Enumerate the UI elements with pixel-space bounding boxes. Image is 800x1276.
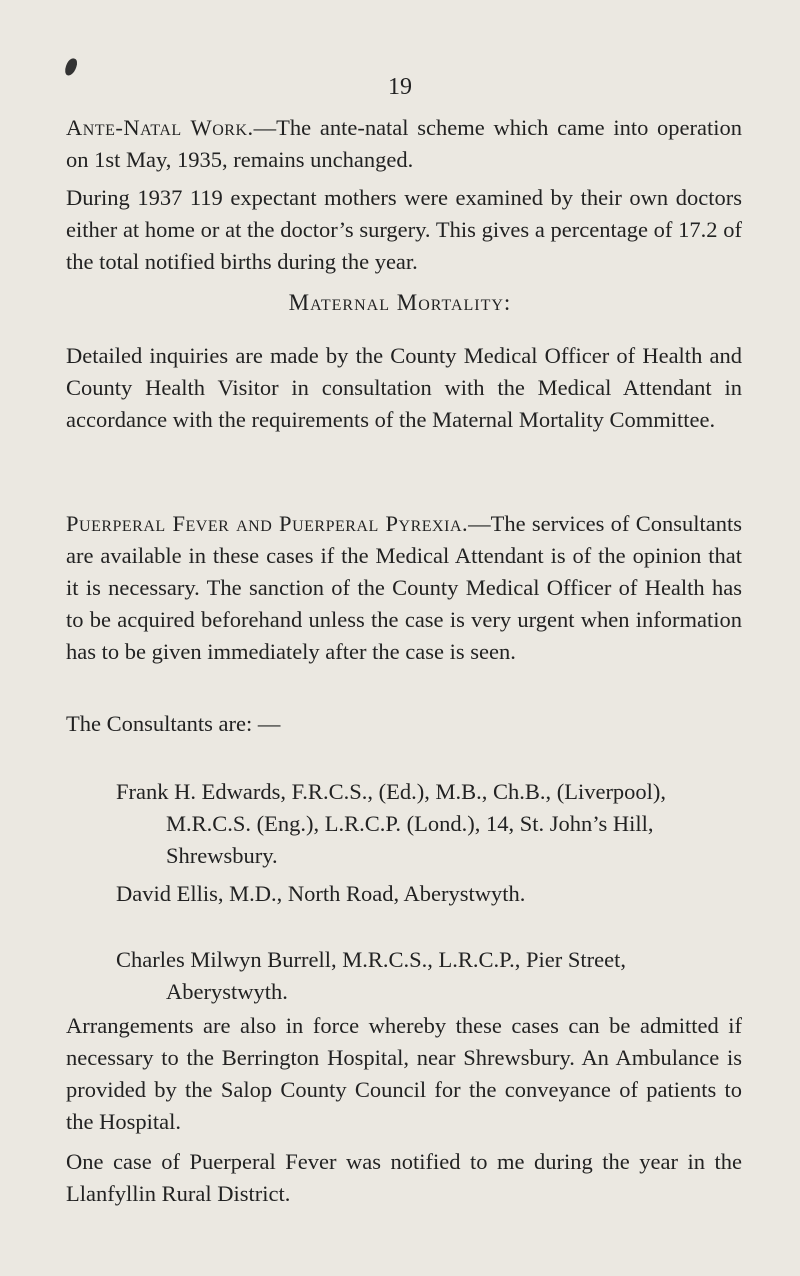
ante-natal-text: —The ante-natal scheme which came into operation on 1st May, 1935, remains unchanged. bbox=[66, 115, 743, 172]
puerperal-fever-heading: Puerperal Fever and Puerperal Pyrexia. bbox=[66, 511, 469, 536]
page-number: 19 bbox=[388, 74, 412, 100]
ante-natal-paragraph bbox=[66, 112, 742, 176]
consultant-entry: Frank H. Edwards, F.R.C.S., (Ed.), M.B., Ch.B., (Liverpool), M.R.C.S. (Eng.), L.R.C.P. (Lond.), 14, St. John’s Hill, Shrewsbury. bbox=[116, 779, 667, 868]
maternal-mortality-heading: Maternal Mortality: bbox=[288, 290, 512, 315]
inquiries-paragraph: Detailed inquiries are made by the County Medical Officer of Health and County Health Visitor in consultation with the Medical Attendant in accordance with the requirements of the Maternal Mortality Committee. bbox=[66, 343, 742, 432]
expectant-mothers-paragraph: During 1937 119 expectant mothers were examined by their own doctors either at home or at the doctor’s surgery. This gives a percentage of 17.2 of the total notified births during the year. bbox=[66, 185, 742, 274]
ante-natal-heading: Ante-Natal Work. bbox=[66, 115, 254, 140]
consultant-entry: David Ellis, M.D., North Road, Aberystwyth. bbox=[116, 881, 526, 906]
arrangements-paragraph: Arrangements are also in force whereby these cases can be admitted if necessary to the Berrington Hospital, near Shrewsbury. An Ambulance is provided by the Salop County Council for the conveyance of patients to the Hospital. bbox=[66, 1013, 742, 1134]
puerperal-fever-paragraph bbox=[66, 508, 742, 668]
puerperal-fever-text: —The services of Consultants are available in these cases if the Medical Attendant is of the opinion that it is necessary. The sanction of the County Medical Officer of Health has to be acquired beforehand unless the case is very urgent when information has to be given immediately after the case is seen. bbox=[66, 511, 742, 664]
consultant-entry: Charles Milwyn Burrell, M.R.C.S., L.R.C.P., Pier Street, Aberystwyth. bbox=[116, 947, 627, 1004]
case-notified-paragraph: One case of Puerperal Fever was notified to me during the year in the Llanfyllin Rural District. bbox=[66, 1149, 742, 1206]
consultants-intro: The Consultants are: — bbox=[66, 711, 281, 736]
